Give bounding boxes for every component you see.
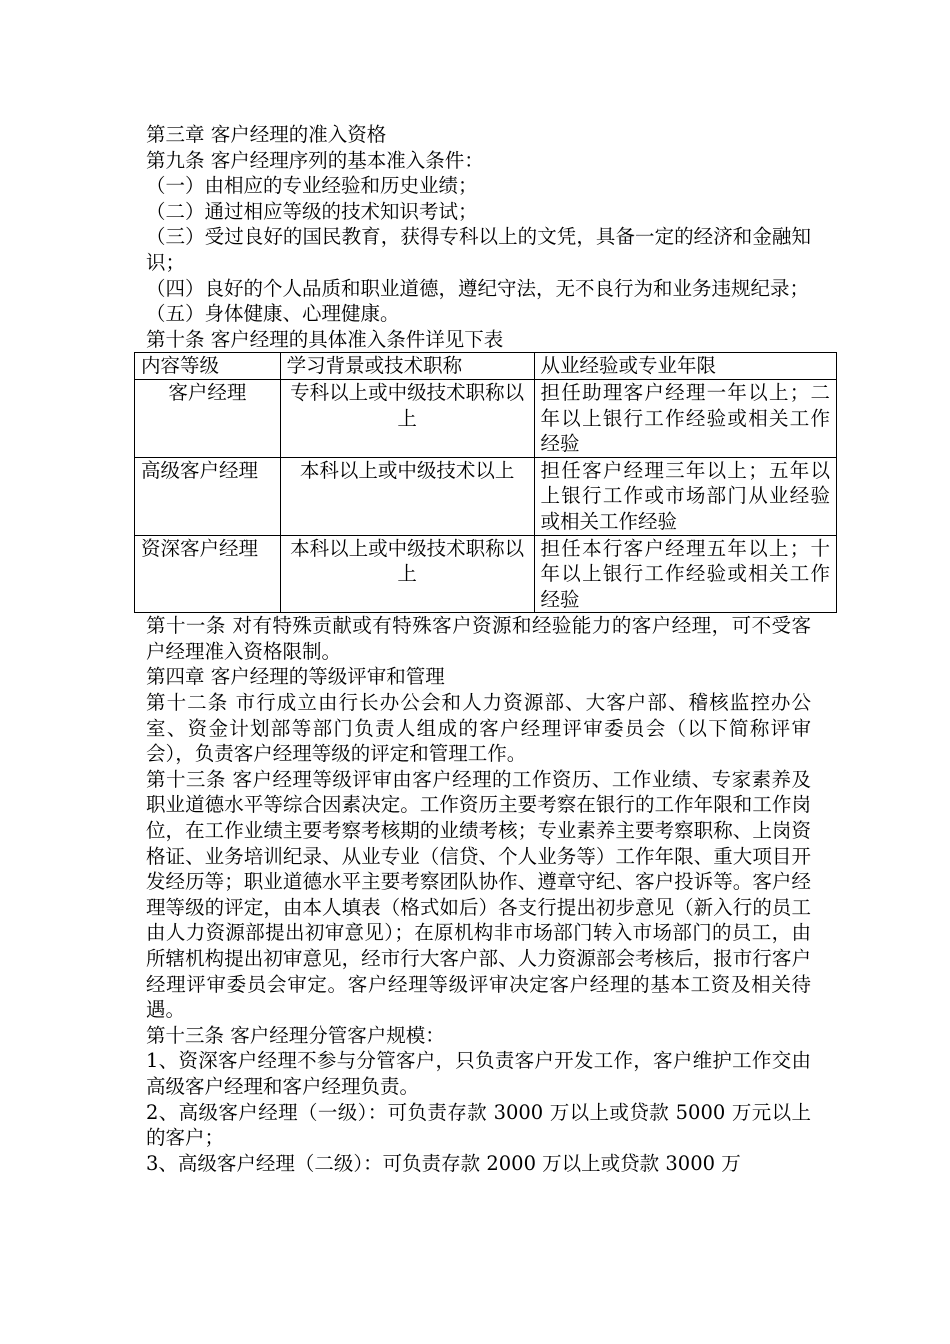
scale-item: 2、高级客户经理（一级）：可负责存款 3000 万以上或贷款 5000 万元以上的客户； [146,1100,811,1150]
table-header: 内容等级 [135,353,281,380]
table-cell: 担任本行客户经理五年以上；十年以上银行工作经验或相关工作经验 [534,535,836,613]
table-header: 学习背景或技术职称 [280,353,534,380]
condition-item: （二）通过相应等级的技术知识考试； [146,199,478,223]
table-cell: 担任助理客户经理一年以上；二年以上银行工作经验或相关工作经验 [534,379,836,457]
article-13-scale-title: 第十三条 客户经理分管客户规模： [146,1023,445,1047]
table-cell: 专科以上或中级技术职称以上 [280,379,534,457]
scale-item: 1、资深客户经理不参与分管客户，只负责客户开发工作，客户维护工作交由高级客户经理和客户经理负责。 [146,1049,811,1098]
table-cell: 资深客户经理 [135,535,281,613]
table-row [135,457,837,535]
chapter-3-title: 第三章 客户经理的准入资格 [146,123,387,146]
table-cell: 本科以上或中级技术职称以上 [280,535,534,613]
condition-item: （四）良好的个人品质和职业道德，遵纪守法，无不良行为和业务违规纪录； [146,276,810,300]
condition-item: （三）受过良好的国民教育，获得专科以上的文凭，具备一定的经济和金融知识； [146,225,811,274]
article-11: 第十一条 对有特殊贡献或有特殊客户资源和经验能力的客户经理，可不受客户经理准入资格限制。 [146,614,811,663]
article-10: 第十条 客户经理的具体准入条件详见下表 [146,327,504,351]
table-header: 从业经验或专业年限 [534,353,836,380]
condition-item: （五）身体健康、心理健康。 [146,302,400,326]
chapter-4-title: 第四章 客户经理的等级评审和管理 [146,665,445,689]
table-cell: 客户经理 [135,379,281,457]
table-row [135,379,837,457]
scale-item: 3、高级客户经理（二级）：可负责存款 2000 万以上或贷款 3000 万 [146,1151,741,1175]
article-13-evaluation: 第十三条 客户经理等级评审由客户经理的工作资历、工作业绩、专家素养及职业道德水平等综合因素决定。工作资历主要考察在银行的工作年限和工作岗位，在工作业绩主要考察考核期的业绩考核；专业素养主要考察职称、上岗资格证、业务培训纪录、从业专业（信贷、个人业务等）工作年限、重大项目开发经历等；职业道德水平主要考察团队协作、遵章守纪、客户投诉等。客户经理等级的评定，由本人填表（格式如后）各支行提出初步意见（新入行的员工由人力资源部提出初审意见）；在原机构非市场部门转入市场部门的员工，由所辖机构提出初审意见，经市行大客户部、人力资源部会考核后，报市行客户经理评审委员会审定。客户经理等级评审决定客户经理的基本工资及相关待遇。 [146,767,811,1022]
table-row [135,535,837,613]
admission-table [134,352,837,613]
table-cell: 本科以上或中级技术以上 [280,457,534,535]
table-cell: 高级客户经理 [135,457,281,535]
document-page [141,122,830,1176]
table-header-row [135,353,837,380]
condition-item: （一）由相应的专业经验和历史业绩； [146,174,478,198]
article-12: 第十二条 市行成立由行长办公会和人力资源部、大客户部、稽核监控办公室、资金计划部等部门负责人组成的客户经理评审委员会（以下简称评审会），负责客户经理等级的评定和管理工作。 [146,691,811,766]
table-cell: 担任客户经理三年以上；五年以上银行工作或市场部门从业经验或相关工作经验 [534,457,836,535]
article-9-title: 第九条 客户经理序列的基本准入条件： [146,148,484,172]
